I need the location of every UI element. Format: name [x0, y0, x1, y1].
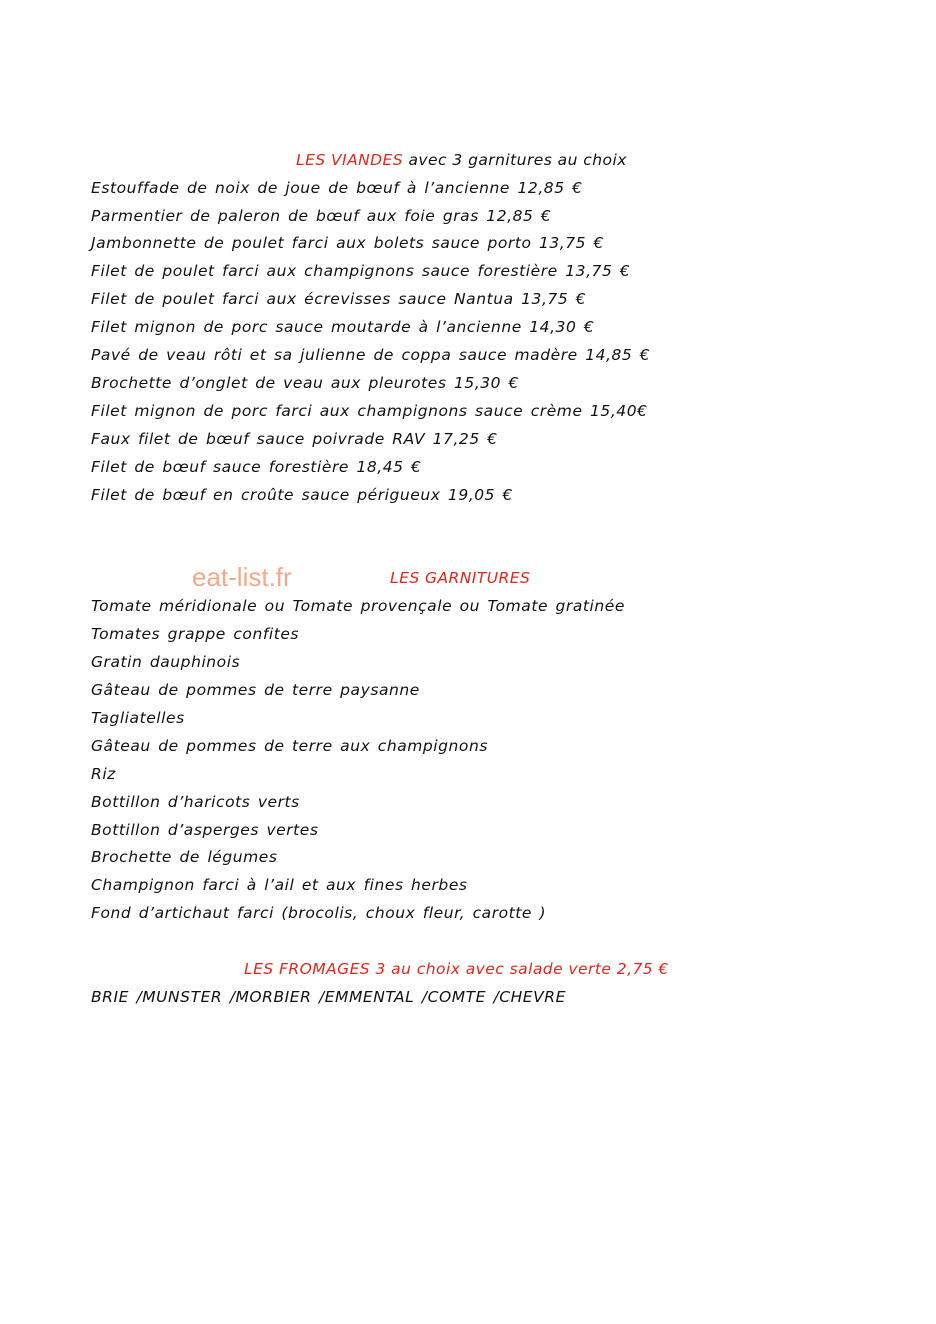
garnitures-title: LES GARNITURES	[390, 569, 531, 587]
viandes-item: Filet de poulet farci aux écrevisses sauce Nantua 13,75 €	[91, 290, 587, 308]
garnitures-item: Gâteau de pommes de terre paysanne	[91, 681, 420, 699]
viandes-heading	[296, 150, 627, 170]
viandes-item: Filet de bœuf en croûte sauce périgueux 19,05 €	[91, 486, 513, 504]
garnitures-item: Brochette de légumes	[91, 848, 278, 866]
viandes-subtitle: avec 3 garnitures au choix	[403, 151, 627, 169]
viandes-item: Brochette d’onglet de veau aux pleurotes 15,30 €	[91, 374, 519, 392]
viandes-item: Faux filet de bœuf sauce poivrade RAV 17,25 €	[91, 430, 498, 448]
watermark-text: eat-list.fr	[192, 562, 292, 592]
viandes-item: Pavé de veau rôti et sa julienne de coppa sauce madère 14,85 €	[91, 346, 651, 364]
garnitures-item: Gâteau de pommes de terre aux champignons	[91, 737, 488, 755]
viandes-item: Parmentier de paleron de bœuf aux foie gras 12,85 €	[91, 207, 552, 225]
garnitures-item: Tagliatelles	[91, 709, 185, 727]
viandes-item: Filet mignon de porc farci aux champignons sauce crème 15,40€	[91, 402, 648, 420]
garnitures-item: Fond d’artichaut farci (brocolis, choux fleur, carotte )	[91, 904, 547, 922]
garnitures-item: Riz	[91, 765, 116, 783]
viandes-item: Jambonnette de poulet farci aux bolets sauce porto 13,75 €	[91, 234, 604, 252]
fromages-title: LES FROMAGES 3 au choix avec salade verte 2,75 €	[244, 960, 669, 978]
garnitures-item: Bottillon d’haricots verts	[91, 793, 300, 811]
garnitures-item: Tomate méridionale ou Tomate provençale ou Tomate gratinée	[91, 597, 625, 615]
viandes-item: Filet de poulet farci aux champignons sauce forestière 13,75 €	[91, 262, 631, 280]
viandes-item: Filet mignon de porc sauce moutarde à l’ancienne 14,30 €	[91, 318, 595, 336]
viandes-title: LES VIANDES	[296, 151, 404, 169]
viandes-item: Estouffade de noix de joue de bœuf à l’ancienne 12,85 €	[91, 179, 583, 197]
garnitures-item: Tomates grappe confites	[91, 625, 300, 643]
garnitures-item: Champignon farci à l’ail et aux fines herbes	[91, 876, 468, 894]
viandes-item: Filet de bœuf sauce forestière 18,45 €	[91, 458, 422, 476]
garnitures-item: Gratin dauphinois	[91, 653, 241, 671]
garnitures-item: Bottillon d’asperges vertes	[91, 821, 319, 839]
fromages-list: BRIE /MUNSTER /MORBIER /EMMENTAL /COMTE /CHEVRE	[91, 988, 566, 1006]
